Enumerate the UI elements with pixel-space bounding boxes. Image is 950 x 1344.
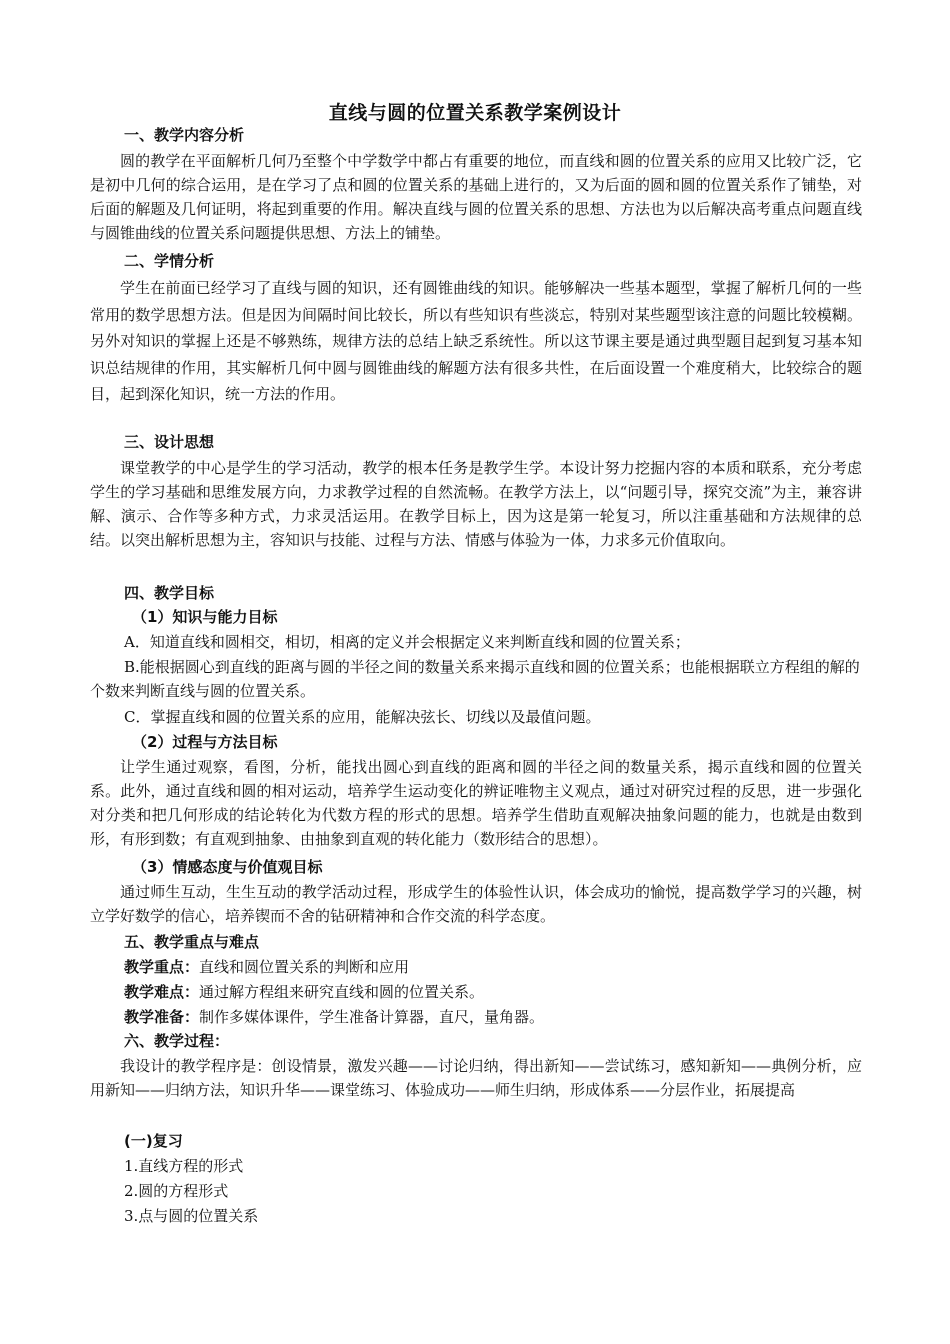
preparation-line bbox=[124, 1005, 862, 1029]
subheading-review: (一)复习 bbox=[124, 1132, 183, 1150]
subheading-emotion-values: （3）情感态度与价值观目标 bbox=[132, 858, 323, 876]
section-heading-teaching-process: 六、教学过程： bbox=[124, 1032, 230, 1050]
key-point-text: 直线和圆位置关系的判断和应用 bbox=[199, 958, 410, 976]
preparation-label: 教学准备： bbox=[124, 1008, 200, 1026]
difficult-point-text: 通过解方程组来研究直线和圆的位置关系。 bbox=[199, 983, 485, 1001]
teaching-process-paragraph: 我设计的教学程序是：创设情景，激发兴趣——讨论归纳，得出新知——尝试练习，感知新知——典例分析，应用新知——归纳方法，知识升华——课堂练习、体验成功——师生归纳，形成体系——分层作业，拓展提高 bbox=[90, 1057, 862, 1099]
objective-c: C．掌握直线和圆的位置关系的应用，能解决弦长、切线以及最值问题。 bbox=[124, 708, 601, 726]
page-title: 直线与圆的位置关系教学案例设计 bbox=[328, 102, 622, 124]
section-heading-learner-analysis: 二、学情分析 bbox=[124, 252, 215, 270]
objective-a: A．知道直线和圆相交，相切，相离的定义并会根据定义来判断直线和圆的位置关系； bbox=[124, 633, 690, 651]
objective-b: B.能根据圆心到直线的距离与圆的半径之间的数量关系来揭示直线和圆的位置关系；也能根据联立方程组的解的个数来判断直线与圆的位置关系。 bbox=[90, 658, 860, 700]
key-point-line bbox=[124, 955, 862, 979]
key-point-label: 教学重点： bbox=[124, 958, 200, 976]
subheading-knowledge-ability: （1）知识与能力目标 bbox=[132, 608, 278, 626]
section-heading-objectives: 四、教学目标 bbox=[124, 584, 215, 602]
design-idea-paragraph: 课堂教学的中心是学生的学习活动，教学的根本任务是教学生学。本设计努力挖掘内容的本质和联系，充分考虑学生的学习基础和思维发展方向，力求教学过程的自然流畅。在教学方法上，以“问题引导，探究交流”为主，兼容讲解、演示、合作等多种方式，力求灵活运用。在教学目标上，因为这是第一轮复习，所以注重基础和方法规律的总结。以突出解析思想为主，容知识与技能、过程与方法、情感与体验为一体，力求多元价值取向。 bbox=[90, 459, 862, 549]
section-heading-content-analysis: 一、教学内容分析 bbox=[124, 126, 245, 144]
emotion-values-paragraph: 通过师生互动，生生互动的教学活动过程，形成学生的体验性认识，体会成功的愉悦，提高数学学习的兴趣，树立学好数学的信心，培养锲而不舍的钻研精神和合作交流的科学态度。 bbox=[90, 883, 862, 925]
review-item-1: 1.直线方程的形式 bbox=[124, 1157, 244, 1175]
section-heading-design-idea: 三、设计思想 bbox=[124, 433, 215, 451]
review-item-3: 3.点与圆的位置关系 bbox=[124, 1207, 259, 1225]
preparation-text: 制作多媒体课件，学生准备计算器，直尺，量角器。 bbox=[199, 1008, 545, 1026]
content-analysis-paragraph: 圆的教学在平面解析几何乃至整个中学数学中都占有重要的地位，而直线和圆的位置关系的应用又比较广泛，它是初中几何的综合运用，是在学习了点和圆的位置关系的基础上进行的，又为后面的圆和圆的位置关系作了铺垫，对后面的解题及几何证明，将起到重要的作用。解决直线与圆的位置关系的思想、方法也为以后解决高考重点问题直线与圆锥曲线的位置关系问题提供思想、方法上的铺垫。 bbox=[90, 152, 862, 242]
section-heading-key-difficult: 五、教学重点与难点 bbox=[124, 933, 260, 951]
subheading-process-method: （2）过程与方法目标 bbox=[132, 733, 278, 751]
difficult-point-label: 教学难点： bbox=[124, 983, 200, 1001]
difficult-point-line bbox=[124, 980, 862, 1004]
process-method-paragraph: 让学生通过观察，看图，分析，能找出圆心到直线的距离和圆的半径之间的数量关系，揭示直线和圆的位置关系。此外，通过直线和圆的相对运动，培养学生运动变化的辨证唯物主义观点，通过对研究过程的反思，进一步强化对分类和把几何形成的结论转化为代数方程的形式的思想。培养学生借助直观解决抽象问题的能力，也就是由数到形，有形到数；有直观到抽象、由抽象到直观的转化能力（数形结合的思想）。 bbox=[90, 758, 862, 848]
review-item-2: 2.圆的方程形式 bbox=[124, 1182, 229, 1200]
learner-analysis-paragraph: 学生在前面已经学习了直线与圆的知识，还有圆锥曲线的知识。能够解决一些基本题型，掌握了解析几何的一些常用的数学思想方法。但是因为间隔时间比较长，所以有些知识有些淡忘，特别对某些题型该注意的问题比较模糊。另外对知识的掌握上还是不够熟练，规律方法的总结上缺乏系统性。所以这节课主要是通过典型题目起到复习基本知识总结规律的作用，其实解析几何中圆与圆锥曲线的解题方法有很多共性，在后面设置一个难度稍大，比较综合的题目，起到深化知识，统一方法的作用。 bbox=[90, 279, 862, 403]
